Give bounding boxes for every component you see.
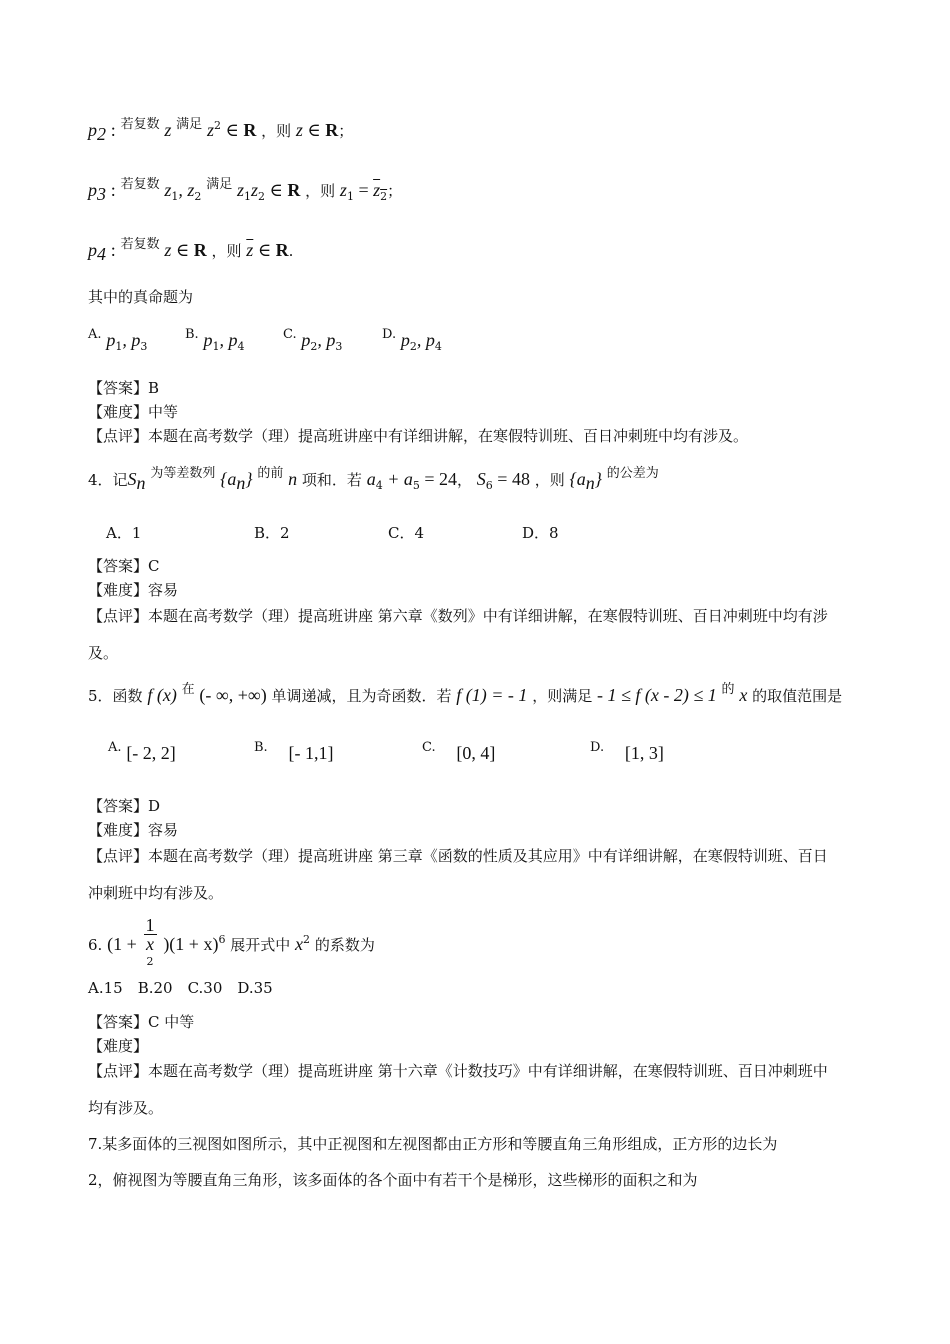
comment: 【点评】本题在高考数学（理）提高班讲座 第三章《函数的性质及其应用》中有详细讲解，在寒假特训班、百日 (88, 847, 828, 865)
comment-continued: 及。 (88, 644, 119, 662)
answer: 【答案】D (88, 797, 161, 815)
answer: 【答案】C (88, 557, 160, 575)
option-c: C. [0, 4] (422, 740, 496, 763)
question-7: 7.某多面体的三视图如图所示，其中正视图和左视图都由正方形和等腰直角三角形组成，正方形的边长为 (88, 1135, 778, 1153)
comment-continued: 冲刺班中均有涉及。 (88, 884, 224, 902)
difficulty: 【难度】中等 (88, 403, 179, 421)
question-stem: 其中的真命题为 (88, 288, 194, 306)
difficulty: 【难度】容易 (88, 821, 179, 839)
question-7-continued: 2，俯视图为等腰直角三角形，该多面体的各个面中有若干个是梯形，这些梯形的面积之和为 (88, 1171, 698, 1189)
question-5: 5．函数 f (x) 在 (- ∞, +∞) 单调递减，且为奇函数．若 f (1) = - 1 ，则满足 - 1 ≤ f (x - 2) ≤ 1 的 x 的取值范围是 (88, 682, 843, 705)
proposition-p3: $p_3$ : 若复数 $z_1$, $z_2$ 满足 $z_1z_2$ ∈ R ，则 $z_1 = z_2$； (88, 177, 403, 204)
option-a: A. [- 2, 2] (108, 740, 176, 763)
option-a: A．1 (106, 524, 142, 542)
option-d: D. $p_2$, $p_4$ (382, 327, 442, 353)
comment-continued: 均有涉及。 (88, 1099, 164, 1117)
proposition-p2: $p_2$ : 若复数 z 满足 $z^2$ ∈ R ，则 z ∈ R； (88, 117, 354, 144)
option-b: B. [- 1,1] (254, 740, 334, 763)
question-6: 6. (1 + 1 x $^2$ )$(1 + x)^6$ 展开式中 $x^2$ 的系数为 (88, 916, 375, 976)
options: A.15 B.20 C.30 D.35 (88, 979, 273, 997)
comment: 【点评】本题在高考数学（理）提高班讲座 第六章《数列》中有详细讲解，在寒假特训班、百日冲刺班中均有涉 (88, 607, 828, 625)
option-d: D. [1, 3] (590, 740, 664, 763)
comment: 【点评】本题在高考数学（理）提高班讲座中有详细讲解，在寒假特训班、百日冲刺班中均有涉及。 (88, 427, 749, 445)
option-a: A. $p_1$, $p_3$ (88, 327, 148, 353)
option-b: B．2 (254, 524, 290, 542)
difficulty: 【难度】容易 (88, 581, 179, 599)
question-4: 4．记$S_n$ 为等差数列 $\{a_n\}$ 的前 n 项和．若 $a_4 + a_5 = 24$， $S_6 = 48$ ，则 $\{a_n\}$ 的公差为 (88, 466, 659, 493)
proposition-p4: $p_4$ : 若复数 z ∈ R ，则 $\overline{z}$ ∈ R. (88, 237, 294, 264)
option-d: D．8 (522, 524, 559, 542)
answer: 【答案】C 中等 (88, 1013, 195, 1031)
difficulty: 【难度】 (88, 1037, 149, 1055)
option-b: B. $p_1$, $p_4$ (185, 327, 245, 353)
comment: 【点评】本题在高考数学（理）提高班讲座 第十六章《计数技巧》中有详细讲解，在寒假特训班、百日冲刺班中 (88, 1062, 828, 1080)
option-c: C．4 (388, 524, 425, 542)
fraction: 1 x $^2$ (145, 915, 155, 968)
option-c: C. $p_2$, $p_3$ (283, 327, 343, 353)
answer: 【答案】B (88, 379, 160, 397)
